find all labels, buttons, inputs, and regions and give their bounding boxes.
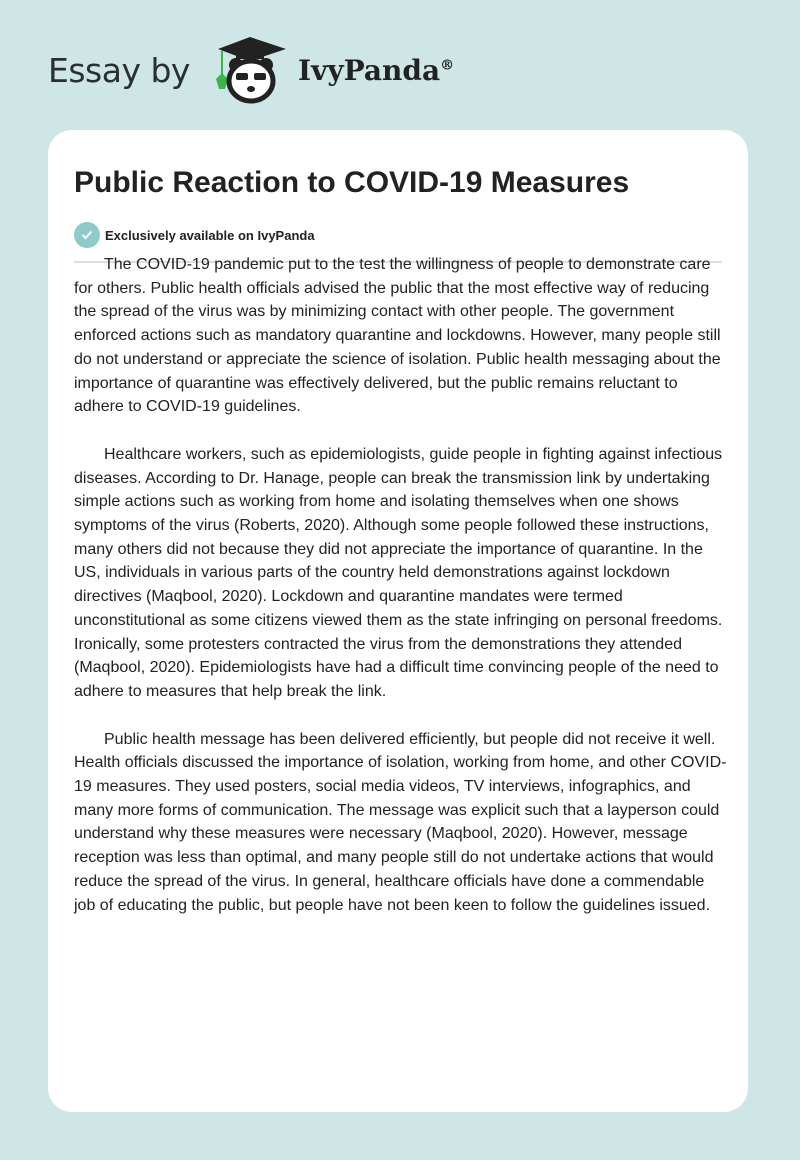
page-title: Public Reaction to COVID-19 Measures — [74, 166, 630, 199]
paragraph: Healthcare workers, such as epidemiologists, guide people in fighting against infectious diseases. According to Dr. Hanage, people can break the transmission link by undertaking simple actions such as working from home and isolating themselves when one shows symptoms of the virus (Roberts, 2020). Although some people followed these instructions, many others did not because they did not appreciate the importance of quarantine. In the US, individuals in various parts of the country held demonstrations against lockdown directives (Maqbool, 2020). Lockdown and quarantine mandates were termed unconstitutional as some citizens viewed them as the state infringing on personal freedoms. Ironically, some protesters contracted the virus from the demonstrations they attended (Maqbool, 2020). Epidemiologists have had a difficult time convincing people of the need to adhere to measures that help break the link. — [74, 445, 723, 700]
site-header — [48, 30, 454, 110]
check-icon — [74, 222, 100, 248]
exclusive-label: Exclusively available on IvyPanda — [105, 227, 315, 243]
essay-by-label: Essay by — [48, 50, 190, 90]
ivypanda-logo[interactable] — [208, 35, 454, 105]
paragraph: Public health message has been delivered efficiently, but people did not receive it well. Health officials discussed the importance of isolation, working from home, and other COVID-19 measures. They used posters, social media videos, TV interviews, infographics, and many more forms of communication. The message was explicit such that a layperson could understand why these measures were necessary (Maqbool, 2020). However, message reception was less than optimal, and many people still do not undertake actions that would reduce the spread of the virus. In general, healthcare officials have done a commendable job of educating the public, but people have not been keen to follow the guidelines issued. — [74, 730, 727, 914]
registered-mark: ® — [440, 57, 455, 74]
panda-logo-icon — [208, 35, 290, 105]
brand-text: IvyPanda — [297, 53, 441, 87]
essay-card — [48, 130, 748, 1112]
paragraph: The COVID-19 pandemic put to the test the willingness of people to demonstrate care for others. Public health officials advised the public that the most effective way of reducing the spread of the virus was by minimizing contact with other people. The government enforced actions such as mandatory quarantine and lockdowns. However, many people still do not understand or appreciate the science of isolation. Public health messaging about the importance of quarantine was effectively delivered, but the public remains reluctant to adhere to COVID-19 guidelines. — [74, 256, 721, 416]
brand-name — [298, 54, 454, 87]
essay-body — [74, 253, 730, 941]
exclusive-badge — [74, 222, 315, 248]
